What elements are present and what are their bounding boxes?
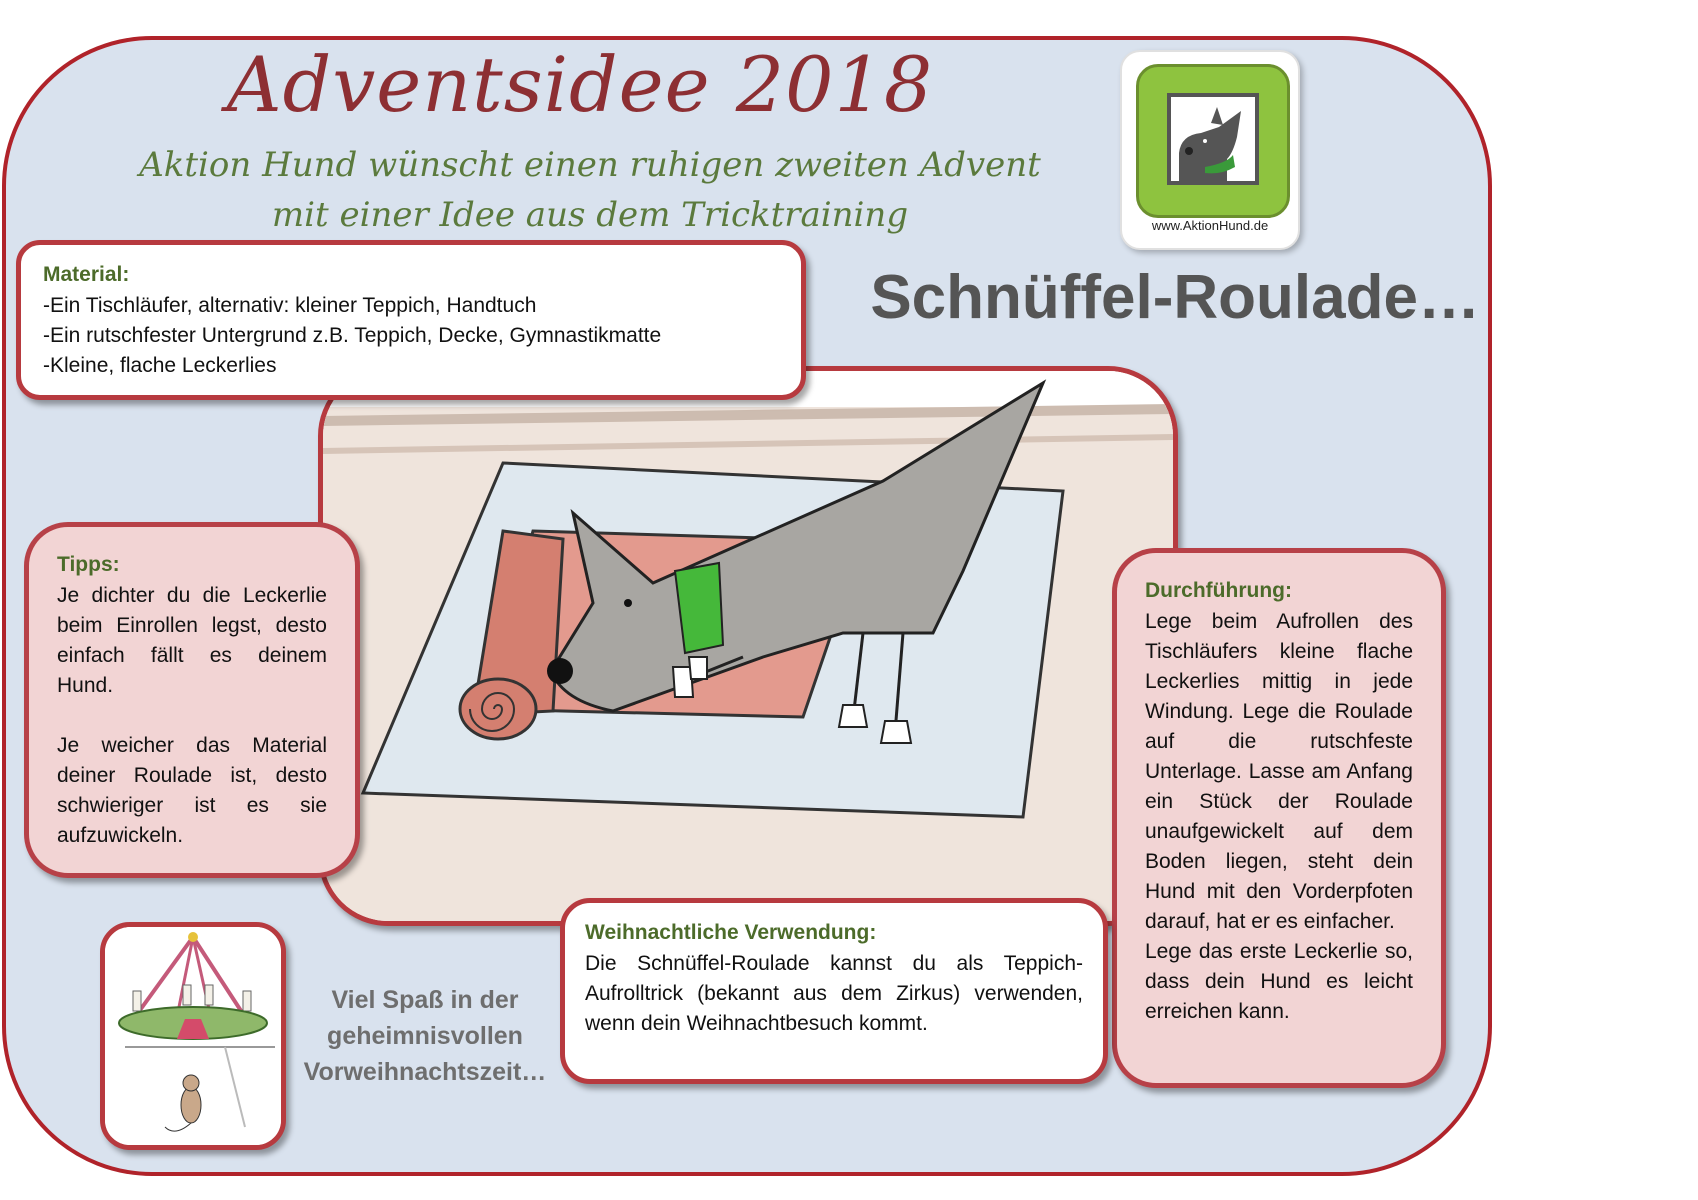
tipps-heading: Tipps: <box>57 553 120 576</box>
material-item: -Ein rutschfester Untergrund z.B. Teppich, Decke, Gymnastikmatte <box>43 324 662 347</box>
material-item: -Ein Tischläufer, alternativ: kleiner Teppich, Handtuch <box>43 294 537 317</box>
wreath-illustration <box>100 922 286 1150</box>
logo-badge <box>1136 64 1290 218</box>
durchfuehrung-paragraph: Lege beim Aufrollen des Tischläufers kleine flache Leckerlies mittig in jede Windung. Lege die Roulade auf die rutschfeste Unterlage. Lasse am Anfang ein Stück der Roulade unaufgewickelt auf dem Boden liegen, steht dein Hund mit den Vorderpfoten darauf, hat er es einfacher. <box>1145 610 1413 933</box>
dog-sniffing-rolled-rug-drawing <box>323 371 1173 921</box>
durchfuehrung-box <box>1112 548 1446 1088</box>
material-item: -Kleine, flache Leckerlies <box>43 354 277 377</box>
headline: Schnüffel-Roulade… <box>870 263 1480 332</box>
aktionhund-logo <box>1120 50 1300 250</box>
material-heading: Material: <box>43 263 130 286</box>
closing-line: geheimnisvollen <box>327 1022 523 1050</box>
weihnachtlich-box <box>560 898 1108 1084</box>
material-list <box>43 291 779 381</box>
closing-line: Vorweihnachtszeit… <box>303 1058 547 1086</box>
material-box <box>16 240 806 400</box>
closing-line: Viel Spaß in der <box>331 986 519 1014</box>
weihnachtlich-text: Die Schnüffel-Roulade kannst du als Teppich-Aufrolltrick (bekannt aus dem Zirkus) verwenden, wenn dein Weihnachtbesuch kommt. <box>585 952 1083 1035</box>
tipps-paragraph: Je dichter du die Leckerlie beim Einrollen legst, desto einfach fällt es deinem Hund. <box>57 584 327 697</box>
closing-message <box>290 982 560 1090</box>
durchfuehrung-heading: Durchführung: <box>1145 579 1292 602</box>
tipps-paragraph: Je weicher das Material deiner Roulade ist, desto schwieriger ist es sie aufzuwickeln. <box>57 734 327 847</box>
tipps-box <box>24 522 360 878</box>
subtitle-line: mit einer Idee aus dem Tricktraining <box>271 195 909 235</box>
weihnachtlich-heading: Weihnachtliche Verwendung: <box>585 921 877 944</box>
logo-url: www.AktionHund.de <box>1151 218 1269 233</box>
durchfuehrung-paragraph: Lege das erste Leckerlie so, dass dein Hund es leicht erreichen kann. <box>1145 940 1413 1023</box>
main-illustration <box>318 366 1178 926</box>
dog-logo-icon <box>1167 93 1259 185</box>
subtitle-line: Aktion Hund wünscht einen ruhigen zweiten Advent <box>139 145 1041 185</box>
page-subtitle <box>90 140 1090 240</box>
page-title: Adventsidee 2018 <box>226 40 934 129</box>
advent-wreath-with-mouse-drawing <box>105 927 281 1145</box>
